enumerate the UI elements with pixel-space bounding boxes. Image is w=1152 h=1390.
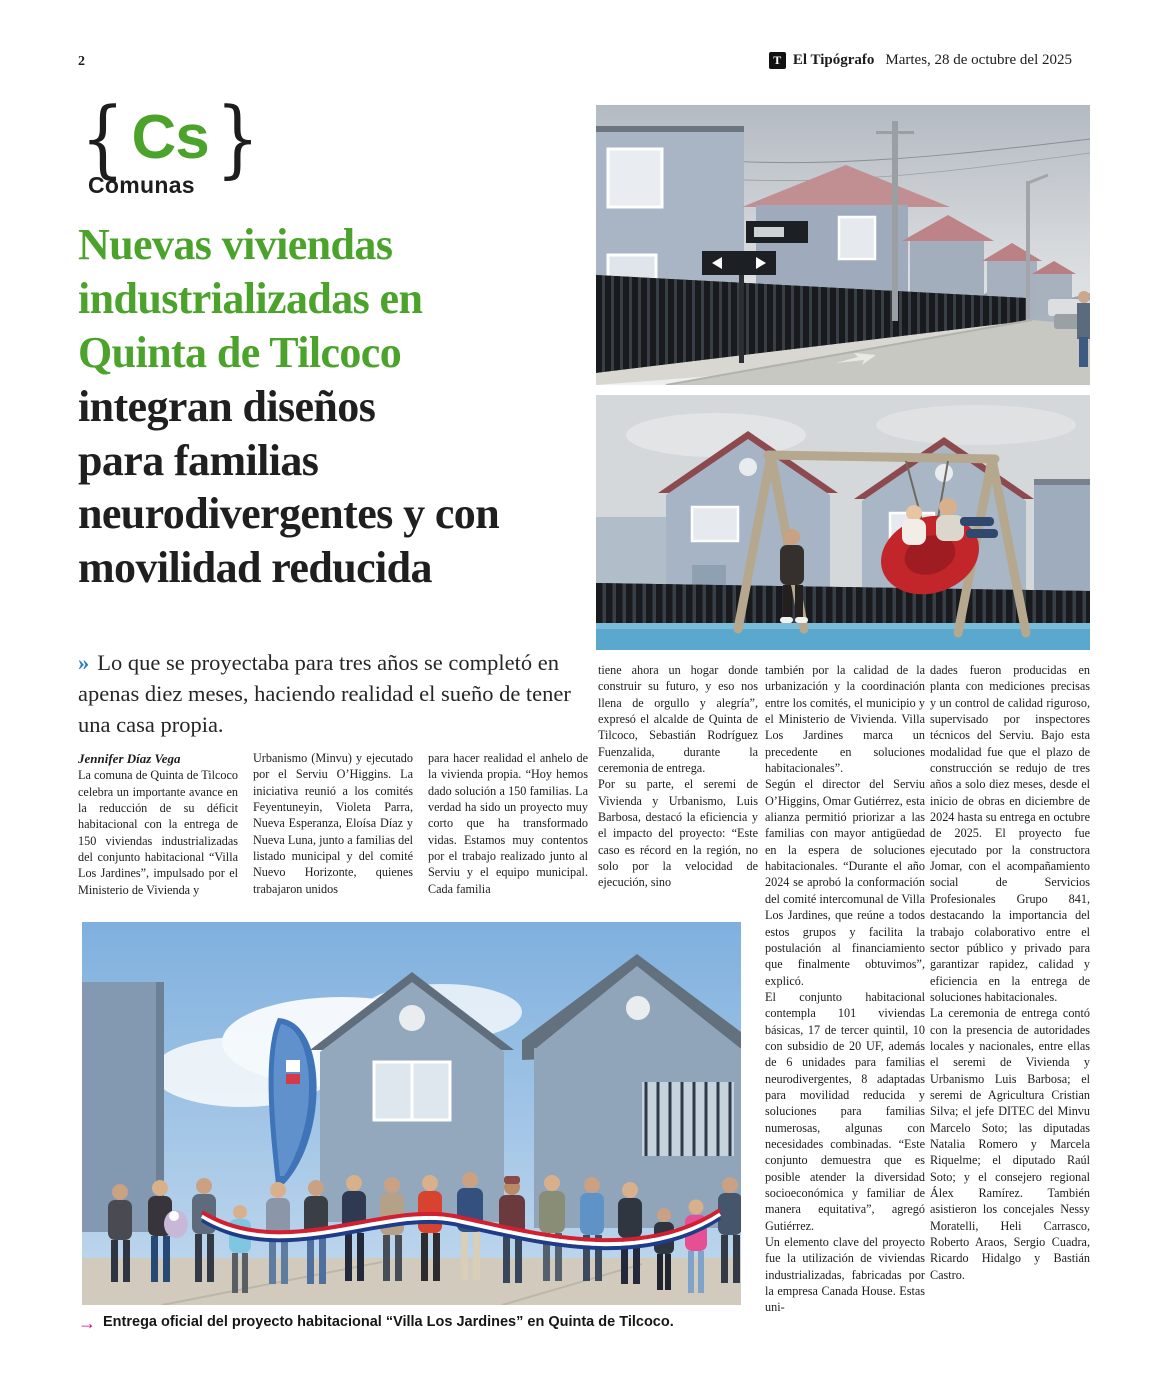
brace-left: { [80,89,125,187]
headline-line: para familias [78,435,319,485]
body-paragraph: Por su parte, el seremi de Vivienda y Urbanismo, Luis Barbosa, destacó la eficiencia y el impacto del proyecto: “Este caso es récord en la región, no solo por la velocidad de ejecución, sino [598,777,758,890]
page-number: 2 [78,54,85,69]
body-column-5 [765,662,925,1316]
body-paragraph: La comuna de Quinta de Tilcoco celebra un importante avance en la reducción de su déficit habitacional con la entrega de 150 viviendas industrializadas del conjunto habitacional “Villa Los Jardines”, impulsado por el Ministerio de Vivienda y [78,768,238,897]
caption-text: Entrega oficial del proyecto habitacional “Villa Los Jardines” en Quinta de Tilcoco. [103,1314,674,1330]
headline-line: Nuevas viviendas [78,220,393,269]
article-headline [78,218,593,595]
headline-line: Quinta de Tilcoco [78,327,402,377]
lead-paragraph [78,648,594,740]
body-paragraph: El conjunto habitacional contempla 101 viviendas básicas, 17 de tercer quintil, 10 con subsidio de 20 UF, además de 6 unidades para familias neurodivergentes, 8 adaptadas para movilidad reducida y soluciones para familias numerosas, algunas con necesidades combinadas. “Este conjunto demuestra que es posible atender la diversidad socioeconómica y familiar de manera equitativa”, agregó Gutiérrez. [765,989,925,1233]
body-paragraph: también por la calidad de la urbanización y la coordinación entre los comités, el municipio y el Ministerio de Vivienda. Villa Los Jardines marca un precedente en soluciones habitacionales”. [765,663,925,776]
byline: Jennifer Díaz Vega [78,751,181,766]
headline-line: neurodivergentes y con [78,489,500,539]
section-abbr: Cs [131,103,209,172]
body-paragraph: Según el director del Serviu O’Higgins, Omar Gutiérrez, esta alianza permitió priorizar a las familias con mayor antigüedad en la espera de soluciones habitacionales. “Durante el año 2024 se aprobó la conformación del comité intercomunal de Villa Los Jardines, que reúne a todos estos grupos y facilita la postulación al financiamiento que finalmente obtuvimos”, explicó. [765,777,925,988]
section-name: Comunas [88,172,195,198]
ceremony-scene-illustration [82,922,741,1305]
headline-line: integran diseños [78,381,376,431]
section-logo [76,89,264,199]
body-paragraph: Urbanismo (Minvu) y ejecutado por el Serviu O’Higgins. La iniciativa reunió a los comités Feyentuneyin, Violeta Parra, Nueva Esperanza, Eloísa Díaz y Nueva Luna, junto a familias del listado municipal y del comité Nuevo Horizonte, quienes trabajaron unidos [253,751,413,896]
body-paragraph: dades fueron producidas en planta con mediciones precisas y un control de calidad riguroso, supervisado por inspectores técnicos del Serviu. Bajo esta modalidad fue que el plazo de construcción se redujo de tres años a solo diez meses, desde el inicio de obras en diciembre de 2024 hasta su entrega en octubre de 2025. El proyecto fue ejecutado por la constructora Jomar, con el acompañamiento social de Servicios Profesionales Grupo 841, destacando la importancia del trabajo colaborativo entre el sector público y privado para garantizar rapidez, calidad y eficiencia en la entrega de soluciones habitacionales. [930,663,1090,1004]
lead-text: Lo que se proyectaba para tres años se completó en apenas diez meses, haciendo realidad el sueño de tener una casa propia. [78,650,571,737]
body-column-3 [428,750,588,898]
body-column-1 [78,750,238,898]
photo-ceremony [82,922,741,1305]
brace-right: } [215,89,260,187]
headline-line: industrializadas en [78,273,423,323]
swing-scene-illustration [596,395,1090,650]
body-paragraph: para hacer realidad el anhelo de la vivienda propia. “Hoy hemos dado solución a 150 familias. La verdad ha sido un proyecto muy corto que ha transformado vidas. Estamos muy contentos por el trabajo realizado junto al Serviu y el equipo municipal. Cada familia [428,751,588,896]
photo-street-houses [596,105,1090,385]
caption-arrow-icon: → [78,1313,96,1333]
quote-mark-icon: » [78,650,90,675]
body-columns-left [78,750,590,898]
photo-caption [78,1314,718,1332]
body-column-6 [930,662,1090,1283]
body-column-4 [598,662,758,891]
headline-line: movilidad reducida [78,543,432,593]
street-scene-illustration [596,105,1090,385]
newspaper-logo-icon: T [769,52,786,69]
body-paragraph: tiene ahora un hogar donde construir su futuro, y eso nos llena de orgullo y alegría”, expresó el alcalde de Quinta de Tilcoco, Sebastián Rodríguez Fuenzalida, durante la ceremonia de entrega. [598,663,758,776]
body-paragraph: Un elemento clave del proyecto fue la utilización de viviendas industrializadas, fabricadas por la empresa Canada House. Estas uni- [765,1235,925,1315]
body-paragraph: La ceremonia de entrega contó con la presencia de autoridades locales y nacionales, entre ellas el seremi de Vivienda y Urbanismo Luis Barbosa; el seremi de Agricultura Cristian Silva; el jefe DITEC del Minvu Marcelo Soto; las diputadas Natalia Romero y Marcela Riquelme; el diputado Raúl Soto; y el consejero regional Álex Ramírez. También asistieron los concejales Nessy Moratelli, Heli Carrasco, Roberto Araos, Sergio Cuadra, Ricardo Hidalgo y Bastián Castro. [930,1006,1090,1282]
photo-playground-swing [596,395,1090,650]
masthead [769,52,1072,69]
body-column-2 [253,750,413,898]
edition-date: Martes, 28 de octubre del 2025 [885,52,1072,68]
newspaper-name: El Tipógrafo [792,52,875,68]
